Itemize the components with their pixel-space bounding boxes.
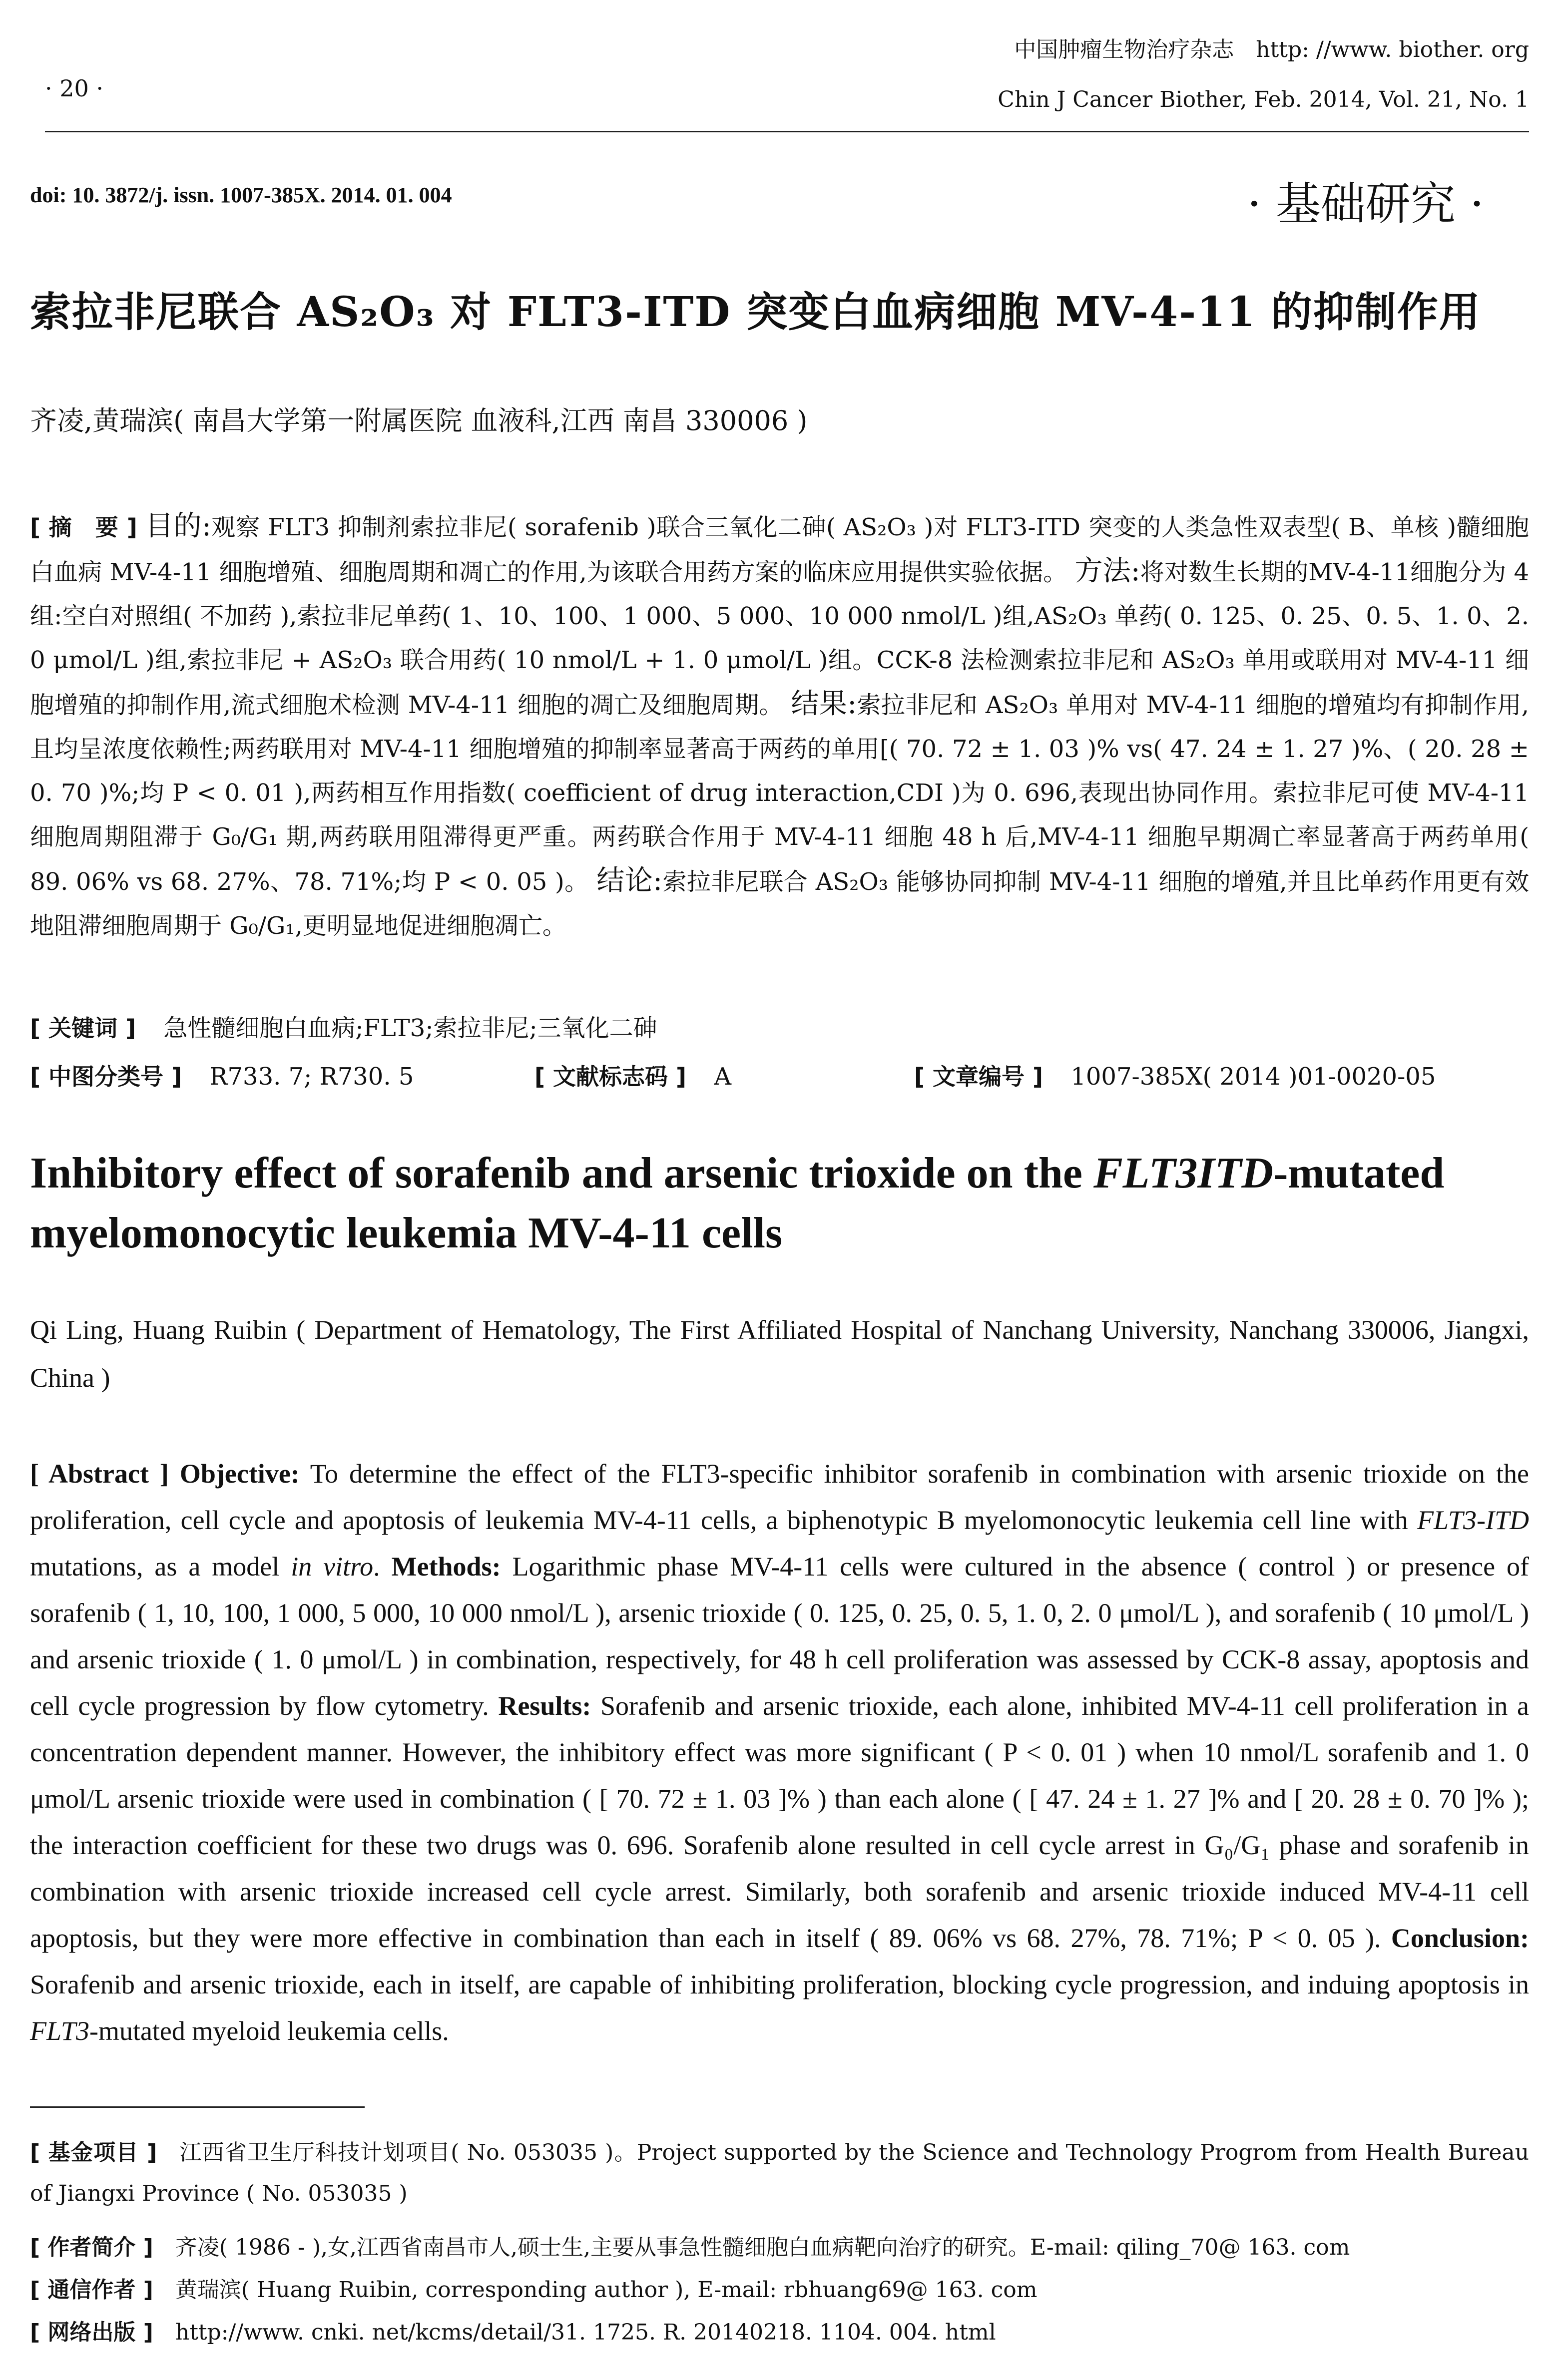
title-en-part2: -mutated myelomonocytic leukemia MV-4-11 cells — [30, 1149, 1445, 1257]
page-number: · 20 · — [45, 75, 104, 102]
conclusion-en-b: -mutated myeloid leukemia cells. — [89, 2016, 449, 2046]
online-note — [30, 2312, 1529, 2353]
article-no-label: [ 文章编号 ] — [914, 1063, 1043, 1090]
clc-value: R733. 7; R730. 5 — [209, 1063, 414, 1091]
objective-en-c: . — [373, 1552, 380, 1582]
author-text: 齐凌( 1986 - ),女,江西省南昌市人,硕士生,主要从事急性髓细胞白血病靶向治疗的研究。E-mail: qiling_70@ 163. com — [175, 2235, 1350, 2260]
fund-note — [30, 2132, 1529, 2214]
online-link[interactable]: http://www. cnki. net/kcms/detail/31. 1725. R. 20140218. 1104. 004. html — [175, 2320, 996, 2345]
methods-en-label: Methods: — [391, 1552, 501, 1582]
methods-cn-label: 方法: — [1074, 555, 1140, 587]
objective-en-i2: in vitro — [291, 1552, 374, 1582]
corr-label: [ 通信作者 ] — [30, 2277, 153, 2303]
author-label: [ 作者简介 ] — [30, 2235, 153, 2260]
header-rule — [45, 131, 1529, 132]
doc-code-value: A — [714, 1063, 732, 1091]
title-cn: 索拉非尼联合 AS₂O₃ 对 FLT3-ITD 突变白血病细胞 MV-4-11 的抑制作用 — [30, 288, 1481, 336]
objective-en-label: Objective: — [179, 1459, 300, 1489]
methods-cn: 将对数生长期的MV-4-11细胞分为 4 组:空白对照组( 不加药 ),索拉非尼单药( 1、10、100、1 000、5 000、10 000 nmol/L )组,AS₂O₃ 单药( 0. 125、0. 25、0. 5、1. 0、2. 0 μmol/L )组,索拉非尼 + AS₂O₃ 联合用药( 10 nmol/L + 1. 0 μmol/L )组。CCK-8 法检测索拉非尼和 AS₂O₃ 单用或联用对 MV-4-11 细胞增殖的抑制作用,流式细胞术检测 MV-4-11 细胞的凋亡及细胞周期。 — [30, 558, 1529, 719]
results-cn-label: 结果: — [791, 688, 857, 720]
keywords-label: [ 关键词 ] — [30, 1015, 136, 1042]
doc-code-label: [ 文献标志码 ] — [534, 1063, 687, 1090]
classification-line — [30, 1059, 1529, 1092]
abstract-cn-label: [ 摘 要 ] — [30, 514, 137, 541]
conclusion-en-label: Conclusion: — [1391, 1923, 1529, 1953]
online-label: [ 网络出版 ] — [30, 2320, 153, 2345]
doi: doi: 10. 3872/j. issn. 1007-385X. 2014. 01. 004 — [30, 183, 452, 207]
author-note — [30, 2227, 1529, 2268]
objective-en-i1: FLT3-ITD — [1417, 1505, 1529, 1535]
results-cn: 索拉非尼和 AS₂O₃ 单用对 MV-4-11 细胞的增殖均有抑制作用,且均呈浓度依赖性;两药联用对 MV-4-11 细胞增殖的抑制率显著高于两药的单用[( 70. 72 ± 1. 03 )% vs( 47. 24 ± 1. 27 )%、( 20. 28 ± 0. 70 )%;均 P < 0. 01 ),两药相互作用指数( coefficient of drug interaction,CDI )为 0. 696,表现出协同作用。索拉非尼可使 MV-4-11 细胞周期阻滞于 G₀/G₁ 期,两药联用阻滞得更严重。两药联合作用于 MV-4-11 细胞 48 h 后,MV-4-11 细胞早期凋亡率显著高于两药单用( 89. 06% vs 68. 27%、78. 71%;均 P < 0. 05 )。 — [30, 691, 1529, 896]
fund-text: 江西省卫生厅科技计划项目( No. 053035 )。Project supported by the Science and Technology Progrom from Health Bureau of Jiangxi Province ( No. 053035 ) — [30, 2140, 1529, 2206]
title-en-part1: Inhibitory effect of sorafenib and arsenic trioxide on the — [30, 1149, 1093, 1197]
keywords — [30, 1009, 657, 1043]
objective-en-a: To determine the effect of the FLT3-specific inhibitor sorafenib in combination with arsenic trioxide on the proliferation, cell cycle and apoptosis of leukemia MV-4-11 cells, a biphenotypic B myelomonocytic leukemia cell line with — [30, 1459, 1529, 1535]
results-en: Sorafenib and arsenic trioxide, each alone, inhibited MV-4-11 cell proliferation in a concentration dependent manner. However, the inhibitory effect was more significant ( P < 0. 01 ) when 10 nmol/L sorafenib and 1. 0 μmol/L arsenic trioxide were used in combination ( [ 70. 72 ± 1. 03 ]% ) than each alone ( [ 47. 24 ± 1. 27 ]% and [ 20. 28 ± 0. 70 ]% ); the interaction coefficient for these two drugs was 0. 696. Sorafenib alone resulted in cell cycle arrest in G₀/G₁ phase and sorafenib in combination with arsenic trioxide increased cell cycle arrest. Similarly, both sorafenib and arsenic trioxide induced MV-4-11 cell apoptosis, but they were more effective in combination than each in itself ( 89. 06% vs 68. 27%, 78. 71%; P < 0. 05 ). — [30, 1691, 1529, 1953]
conclusion-cn-label: 结论: — [596, 864, 663, 897]
authors-cn: 齐凌,黄瑞滨( 南昌大学第一附属医院 血液科,江西 南昌 330006 ) — [30, 405, 808, 436]
footnote-rule — [30, 2106, 365, 2108]
corr-text: 黄瑞滨( Huang Ruibin, corresponding author ), E-mail: rbhuang69@ 163. com — [175, 2277, 1038, 2303]
abstract-cn — [30, 504, 1529, 948]
journal-header — [998, 25, 1529, 125]
section-label: · 基础研究 · — [1247, 178, 1484, 230]
article-no-value: 1007-385X( 2014 )01-0020-05 — [1070, 1063, 1436, 1091]
abstract-en-label: [ Abstract ] — [30, 1459, 169, 1489]
journal-en-line: Chin J Cancer Biother, Feb. 2014, Vol. 21, No. 1 — [998, 87, 1529, 112]
methods-en: Logarithmic phase MV-4-11 cells were cultured in the absence ( control ) or presence of sorafenib ( 1, 10, 100, 1 000, 5 000, 10 000 nmol/L ), arsenic trioxide ( 0. 125, 0. 25, 0. 5, 1. 0, 2. 0 μmol/L ), and sorafenib ( 10 μmol/L ) and arsenic trioxide ( 1. 0 μmol/L ) in combination, respectively, for 48 h cell proliferation was assessed by CCK-8 assay, apoptosis and cell cycle progression by flow cytometry. — [30, 1552, 1530, 1721]
title-en-italic: FLT3ITD — [1093, 1149, 1274, 1197]
conclusion-cn: 索拉非尼联合 AS₂O₃ 能够协同抑制 MV-4-11 细胞的增殖,并且比单药作用更有效地阻滞细胞周期于 G₀/G₁,更明显地促进细胞凋亡。 — [30, 868, 1529, 940]
objective-cn: 观察 FLT3 抑制剂索拉非尼( sorafenib )联合三氧化二砷( AS₂O₃ )对 FLT3-ITD 突变的人类急性双表型( B、单核 )髓细胞白血病 MV-4-11 细胞增殖、细胞周期和凋亡的作用,为该联合用药方案的临床应用提供实验依据。 — [30, 513, 1530, 586]
abstract-en — [30, 1451, 1529, 2054]
title-en — [30, 1144, 1529, 1263]
objective-cn-label: 目的: — [145, 510, 211, 542]
authors-en: Qi Ling, Huang Ruibin ( Department of Hematology, The First Affiliated Hospital of Nanchang University, Nanchang 330006, Jiangxi, China ) — [30, 1315, 1529, 1393]
keywords-text: 急性髓细胞白血病;FLT3;索拉非尼;三氧化二砷 — [163, 1014, 657, 1042]
clc-label: [ 中图分类号 ] — [30, 1063, 182, 1090]
corr-note — [30, 2270, 1529, 2311]
journal-cn-line: 中国肿瘤生物治疗杂志 http: //www. biother. org — [1014, 37, 1529, 62]
results-en-label: Results: — [498, 1691, 591, 1721]
objective-en-b: mutations, as a model — [30, 1552, 291, 1582]
conclusion-en-i: FLT3 — [30, 2016, 89, 2046]
conclusion-en-a: Sorafenib and arsenic trioxide, each in itself, are capable of inhibiting proliferation, blocking cycle progression, and induing apoptosis in — [30, 1970, 1529, 1999]
fund-label: [ 基金项目 ] — [30, 2140, 157, 2165]
